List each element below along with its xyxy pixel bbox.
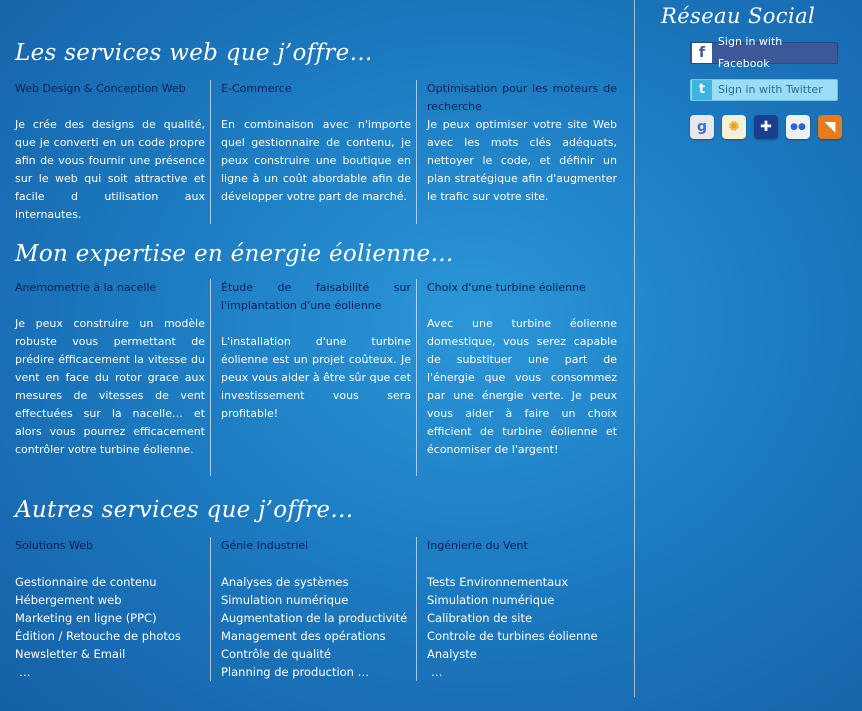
list-item: Controle de turbines éolienne bbox=[427, 629, 598, 643]
list-item: Newsletter & Email bbox=[15, 647, 126, 661]
facebook-signin-button[interactable] bbox=[690, 35, 838, 70]
sidebar-divider bbox=[634, 0, 635, 697]
service-col-seo bbox=[416, 80, 617, 224]
rss-icon[interactable]: ◥ bbox=[818, 115, 842, 139]
service-text: L'installation d'une turbine éolienne est un projet coûteux. Je peux vous aider à être sûr que cet investissement vous sera profitable! bbox=[221, 335, 411, 420]
service-title: E-Commerce bbox=[221, 82, 292, 95]
service-title: Choix d'une turbine éolienne bbox=[427, 281, 586, 294]
section-title-wind-expertise: Mon expertise en énergie éolienne… bbox=[15, 241, 454, 267]
service-col-web-design bbox=[15, 80, 205, 224]
service-title: Web Design & Conception Web bbox=[15, 82, 186, 95]
twitter-signin-button[interactable] bbox=[690, 79, 838, 101]
list-item: Management des opérations bbox=[221, 629, 386, 643]
list-item: Augmentation de la productivité bbox=[221, 611, 408, 625]
service-list bbox=[221, 573, 411, 681]
service-text: Avec une turbine éolienne domestique, vous serez capable de substituer une part de l'énergie que vous consommez par une énergie verte. Je peux vous aider à faire un choix efficient de turbine éolienne et économiser de l'argent! bbox=[427, 317, 617, 456]
list-item: Gestionnaire de contenu bbox=[15, 575, 157, 589]
service-list bbox=[15, 573, 205, 681]
list-item: Hébergement web bbox=[15, 593, 122, 607]
service-list bbox=[427, 573, 617, 681]
section-title-web-services: Les services web que j’offre… bbox=[15, 40, 373, 66]
service-col-wind-engineering bbox=[416, 537, 617, 681]
service-title: Ingénierie du Vent bbox=[427, 539, 528, 552]
list-item: Tests Environnementaux bbox=[427, 575, 569, 589]
section-title-other-services: Autres services que j’offre… bbox=[15, 497, 354, 523]
service-col-web-solutions bbox=[15, 537, 205, 681]
list-more: … bbox=[19, 665, 31, 679]
social-icons bbox=[690, 115, 842, 139]
list-item: Planning de production … bbox=[221, 665, 370, 679]
list-item: Analyses de systèmes bbox=[221, 575, 349, 589]
service-title: Étude de faisabilité sur l'implantation d'une éolienne bbox=[221, 281, 411, 312]
service-title: Anemometrie à la nacelle bbox=[15, 281, 157, 294]
google-icon[interactable]: g bbox=[690, 115, 714, 139]
list-more: … bbox=[431, 665, 443, 679]
service-col-ecommerce bbox=[210, 80, 411, 224]
list-item: Simulation numérique bbox=[221, 593, 349, 607]
service-title: Génie Industriel bbox=[221, 539, 309, 552]
facebook-signin-label: Sign in with Facebook bbox=[717, 35, 783, 70]
service-col-turbine-choice bbox=[416, 279, 617, 476]
list-item: Analyste bbox=[427, 647, 477, 661]
service-col-feasibility bbox=[210, 279, 411, 476]
list-item: Édition / Retouche de photos bbox=[15, 629, 181, 643]
twitter-icon: t bbox=[692, 80, 712, 100]
list-item: Contrôle de qualité bbox=[221, 647, 331, 661]
yahoo-star-icon[interactable]: ✺ bbox=[722, 115, 746, 139]
list-item: Calibration de site bbox=[427, 611, 533, 625]
flickr-icon[interactable]: ●● bbox=[786, 115, 810, 139]
service-col-anemometry bbox=[15, 279, 205, 459]
service-text: Je crée des designs de qualité, que je converti en un code propre afin de vous fournir une présence sur le web qui soit attractive et facile d utilisation aux internautes. bbox=[15, 118, 205, 221]
service-text: Je peux optimiser votre site Web avec les mots clés adéquats, nettoyer le code, et définir un plan stratégique afin d'augmenter le trafic sur votre site. bbox=[427, 118, 617, 203]
sidebar-title: Réseau Social bbox=[661, 4, 816, 28]
service-title: Optimisation pour les moteurs de recherche bbox=[427, 82, 617, 113]
list-item: Simulation numérique bbox=[427, 593, 555, 607]
myspace-icon[interactable]: ✚ bbox=[754, 115, 778, 139]
list-item: Marketing en ligne (PPC) bbox=[15, 611, 157, 625]
service-text: En combinaison avec n'importe quel gestionnaire de contenu, je peux construire une boutique en ligne à un coût abordable afin de développer votre part de marché. bbox=[221, 118, 411, 203]
service-text: Je peux construire un modèle robuste vous permettant de prédire éfficacement la vitesse du vent en face du rotor grace aux mesures de vitesses de vent effectuées sur la nacelle… et alors vous pourrez efficacement contrôler votre turbine éolienne. bbox=[15, 317, 205, 456]
twitter-signin-label: Sign in with Twitter bbox=[718, 83, 823, 96]
facebook-icon: f bbox=[692, 43, 712, 63]
service-col-industrial-engineering bbox=[210, 537, 411, 681]
service-title: Solutions Web bbox=[15, 539, 94, 552]
